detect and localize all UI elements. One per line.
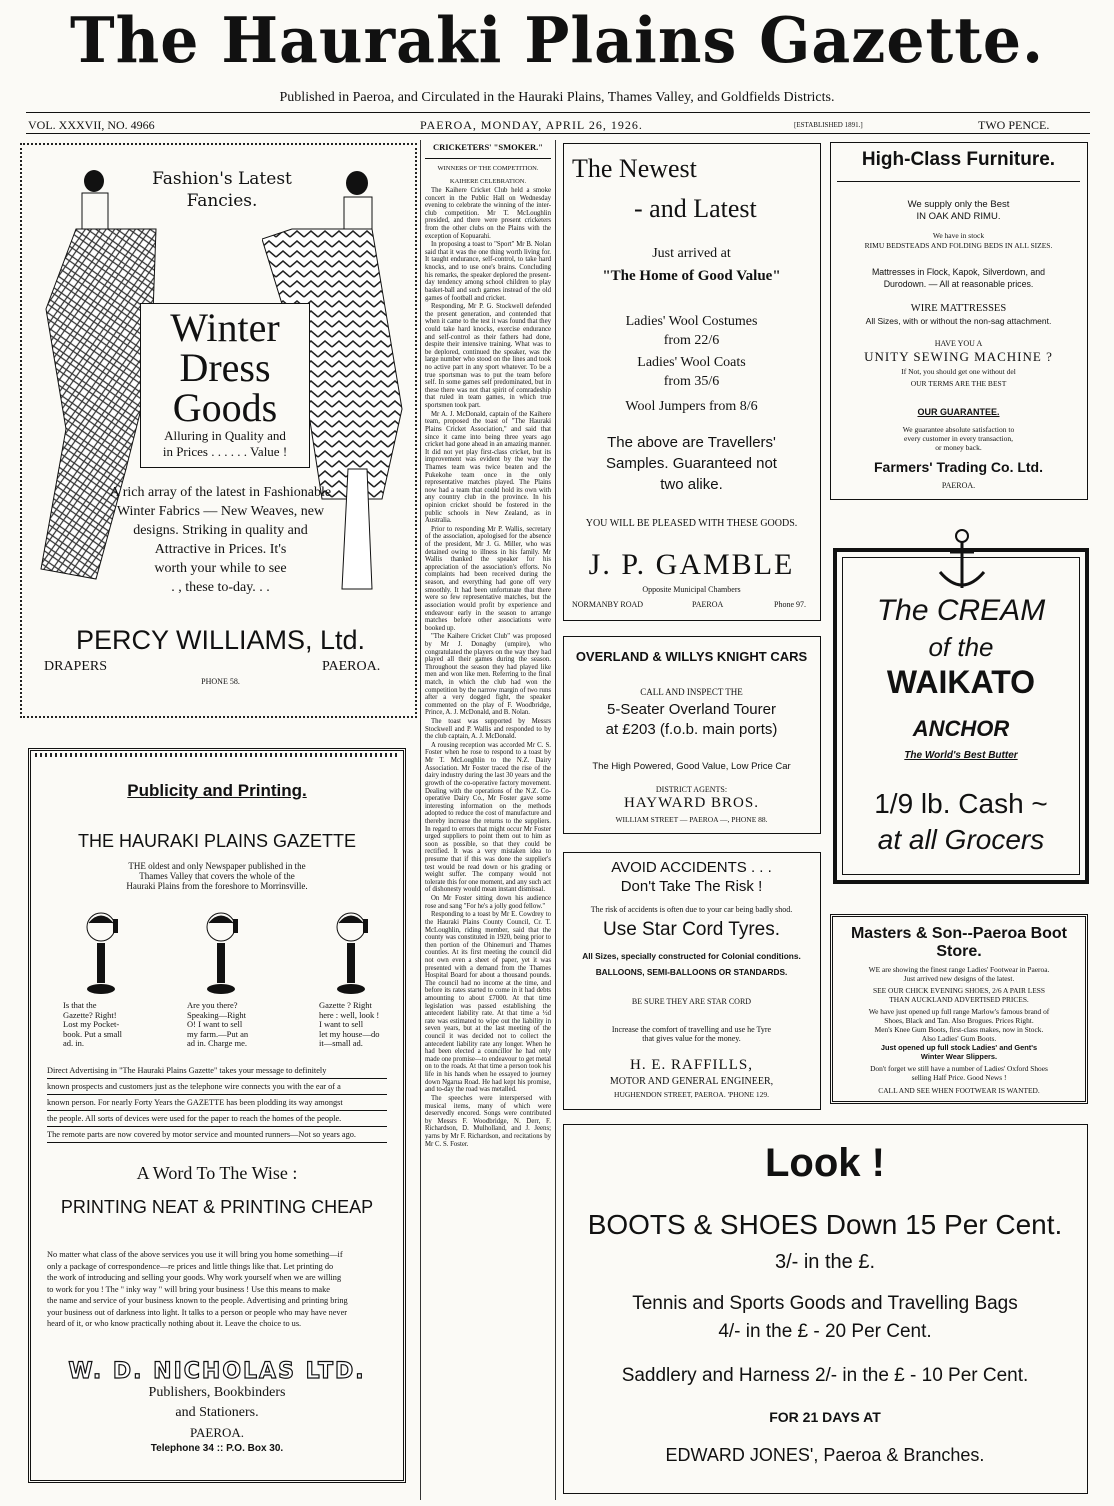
- caption-line: ad. in.: [63, 1038, 85, 1048]
- caption-line: Lost my Pocket-: [63, 1019, 120, 1029]
- fashion-heading-1: Fashion's Latest: [152, 169, 292, 189]
- intro-line: THE oldest and only Newspaper published in the: [128, 861, 306, 871]
- issue-date: PAEROA, MONDAY, APRIL 26, 1926.: [420, 118, 643, 132]
- para-line: the people. All sorts of devices were used for the paper to reach the homes of the people.: [47, 1111, 387, 1127]
- caption-line: I want to sell: [319, 1019, 364, 1029]
- winter-dress-box: [140, 303, 310, 468]
- boots-line: Shoes, Black and Tan. Also Brogues. Prices Right.: [884, 1016, 1034, 1025]
- tyres-engineer: MOTOR AND GENERAL ENGINEER,: [609, 1076, 774, 1087]
- item-line: from 22/6: [663, 333, 720, 348]
- nicholas-line-4: Telephone 34 :: P.O. Box 30.: [150, 1443, 284, 1454]
- newspaper-title: The Hauraki Plains Gazette.: [70, 4, 1044, 78]
- wise-line: the name and service of your business known to the people. Advertising and printing bring: [47, 1296, 348, 1305]
- furniture-guarantee: OUR GUARANTEE.: [917, 407, 1000, 417]
- williams-drapers: DRAPERS: [44, 659, 108, 674]
- tyres-use: Use Star Cord Tyres.: [602, 919, 781, 940]
- caption-line: ad in. Charge me.: [187, 1038, 248, 1048]
- caption-1: [63, 1001, 153, 1049]
- article-body: [425, 187, 551, 1148]
- furniture-mattress-2: Durodown. — All at reasonable prices.: [883, 279, 1034, 289]
- caption-line: it—small ad.: [319, 1038, 363, 1048]
- gamble-phone: Phone 97.: [774, 600, 806, 609]
- jones-4s: 4/- in the £ - 20 Per Cent.: [718, 1321, 932, 1342]
- boots-line: Also Ladies' Gum Boots.: [921, 1034, 997, 1043]
- body-line: Attractive in Prices. It's: [154, 542, 287, 557]
- tagline-2: in Prices . . . . . . Value !: [162, 444, 288, 459]
- gamble-firm: J. P. GAMBLE: [588, 548, 795, 581]
- article-paragraph: "The Kaihere Cricket Club" was proposed by Mr J. Donagby (umpire), who congratulated the players on the way they had played all their games during the season. Throughout the season they had played like men and won like men. Referring to the final match, in which the club had won the competition by the narrow margin of two runs after a very dogged fight, the speaker commented on the play of F. Woodbridge, Prince, A. J. McDonald, and B. Nolan.: [425, 633, 551, 717]
- tyres-avoid: AVOID ACCIDENTS . . .: [611, 859, 772, 876]
- jones-look: Look !: [765, 1141, 885, 1185]
- furniture-supply: We supply only the Best: [907, 199, 1010, 210]
- body-line: designs. Striking in quality and: [133, 523, 308, 538]
- gamble-latest: - and Latest: [634, 194, 757, 223]
- publicity-paper: THE HAURAKI PLAINS GAZETTE: [77, 831, 357, 851]
- caption-line: book. Put a small: [63, 1028, 123, 1039]
- furniture-sizes: All Sizes, with or without the non-sag attachment.: [865, 316, 1052, 326]
- para-line: known prospects and customers just as the telephone wire connects you with the ear of a: [47, 1079, 387, 1095]
- caption-line: Gazette? Right!: [63, 1009, 117, 1020]
- article-subhead: WINNERS OF THE COMPETITION.: [425, 158, 551, 172]
- gamble-samples: [564, 432, 819, 495]
- overland-address: WILLIAM STREET — PAEROA —, PHONE 88.: [615, 815, 768, 824]
- big-word-winter: Winter: [170, 305, 280, 350]
- nicholas-firm: W. D. NICHOLAS LTD.: [68, 1359, 366, 1384]
- furniture-have: HAVE YOU A: [934, 339, 983, 348]
- caption-line: Gazette ? Right: [319, 1000, 372, 1010]
- nicholas-line-2: and Stationers.: [175, 1405, 259, 1420]
- tyres-sure: BE SURE THEY ARE STAR CORD: [631, 997, 752, 1006]
- gamble-items: [564, 312, 819, 416]
- furniture-bedsteads: RIMU BEDSTEADS AND FOLDING BEDS IN ALL SIZES.: [864, 241, 1053, 250]
- williams-firm: PERCY WILLIAMS, Ltd.: [75, 625, 366, 655]
- overland-agents: DISTRICT AGENTS:: [655, 785, 728, 794]
- furniture-heading: High-Class Furniture.: [861, 149, 1056, 170]
- boots-line: SEE OUR CHICK EVENING SHOES, 2/6 A PAIR LESS: [873, 986, 1045, 995]
- ad-overland: [563, 636, 821, 834]
- wise-line: your business out of darkness into light. It talks to a person or people who may have never: [47, 1307, 348, 1317]
- rule: [837, 181, 1080, 182]
- overland-tagline: The High Powered, Good Value, Low Price Car: [592, 761, 791, 772]
- caption-line: O! I want to sell: [187, 1019, 243, 1029]
- furniture-terms: OUR TERMS ARE THE BEST: [910, 379, 1007, 388]
- ad-anchor-butter: [833, 548, 1089, 884]
- furniture-g2: We guarantee absolute satisfaction to: [902, 425, 1015, 434]
- para-line: known person. For nearly Forty Years the GAZETTE has been plodding its way amongst: [47, 1095, 387, 1111]
- furniture-ifnot: If Not, you should get one without del: [901, 367, 1016, 376]
- article-paragraph: The toast was supported by Messrs Stockwell and P. Wallis and responded to by the club captain, A. J. McDonald.: [425, 718, 551, 741]
- tyres-address: HUGHENDON STREET, PAEROA. 'PHONE 129.: [614, 1090, 769, 1099]
- boots-body: [835, 965, 1083, 1095]
- wise-paragraph: [47, 1249, 391, 1330]
- telephone-caller-3-icon: [321, 909, 381, 1001]
- price: TWO PENCE.: [978, 118, 1050, 132]
- overland-heading: OVERLAND & WILLYS KNIGHT CARS: [575, 649, 808, 664]
- caption-line: Is that the: [63, 1000, 97, 1010]
- furniture-g3: every customer in every transaction,: [904, 434, 1013, 443]
- rule-bottom: [26, 133, 1090, 134]
- gamble-newest: The Newest: [572, 154, 697, 183]
- article-paragraph: In proposing a toast to "Sport" Mr B. Nolan said that it was the one thing worth living for. It taught endurance, self-control, to take hard knocks, and to use one's brains. Concluding his remarks, the speaker deplored the present-day tendency among school children to play basket-ball and such games instead of the old games of football and cricket.: [425, 241, 551, 302]
- article-paragraph: The speeches were interspersed with musical items, many of which were deservedly encored. Songs were contributed by Messrs F. Woodbridge, N. Derr, F. Richardson, D. Mulholland, and J. Jeens; yarns by Mr F. Richardson, and recitations by Mr C. S. Foster.: [425, 1094, 551, 1148]
- caption-line: here : well, look !: [319, 1009, 380, 1020]
- jones-boots: BOOTS & SHOES Down 15 Per Cent.: [587, 1209, 1063, 1240]
- boots-line: We have just opened up full range Marlow's famous brand of: [868, 1007, 1050, 1016]
- item-line: Ladies' Wool Coats: [637, 355, 746, 370]
- boots-heading: Masters & Son--Paeroa Boot Store.: [850, 925, 1068, 960]
- publicity-intro: [31, 861, 403, 891]
- caption-line: let my house—do: [319, 1028, 380, 1039]
- overland-tourer: 5-Seater Overland Tourer: [607, 701, 776, 718]
- printing-neat: PRINTING NEAT & PRINTING CHEAP: [60, 1197, 374, 1217]
- anchor-brand: ANCHOR: [912, 716, 1010, 741]
- samples-line: Samples. Guaranteed not: [606, 455, 777, 472]
- ad-tyres: [563, 852, 821, 1110]
- anchor-grocers: at all Grocers: [877, 824, 1045, 855]
- anchor-waikato: WAIKATO: [886, 664, 1036, 700]
- boots-line: WE are showing the finest range Ladies' Footwear in Paeroa.: [868, 965, 1050, 974]
- border-stripe: [35, 753, 399, 757]
- telephone-caller-1-icon: [71, 909, 131, 1001]
- gamble-pleased: YOU WILL BE PLEASED WITH THESE GOODS.: [585, 518, 798, 529]
- nicholas-line-1: Publishers, Bookbinders: [148, 1385, 286, 1400]
- furniture-g4: or money back.: [935, 443, 982, 452]
- ad-masters-boots: [830, 914, 1088, 1104]
- furniture-wire: WIRE MATTRESSES: [910, 303, 1007, 314]
- furniture-unity: UNITY SEWING MACHINE ?: [864, 349, 1053, 364]
- tyres-firm: H. E. RAFFILLS,: [630, 1057, 753, 1073]
- body-line: . , these to-day. . .: [171, 580, 270, 595]
- anchor-of-the: of the: [928, 632, 994, 662]
- boots-line: Just opened up full stock Ladies' and Gent's: [880, 1043, 1038, 1052]
- wise-line: No matter what class of the above services you use it will bring you home something—if: [47, 1250, 343, 1259]
- wise-line: heard of it, or who know practically nothing about it. Leave the choice to us.: [47, 1319, 302, 1328]
- tyres-sizes: All Sizes, specially constructed for Colonial conditions.: [582, 951, 801, 961]
- boots-line: THAN AUCKLAND ADVERTISED PRICES.: [889, 995, 1029, 1004]
- item-line: Ladies' Wool Costumes: [625, 314, 758, 329]
- body-line: Winter Fabrics — New Weaves, new: [116, 504, 325, 519]
- jones-3s: 3/- in the £.: [774, 1251, 876, 1273]
- boots-line: Winter Wear Slippers.: [920, 1052, 998, 1061]
- established-note: [ESTABLISHED 1891.]: [794, 121, 863, 129]
- samples-line: two alike.: [660, 476, 723, 493]
- wise-line: the work of introducing and selling your goods. Why work yourself when we are willing: [47, 1273, 342, 1282]
- gamble-road: NORMANBY ROAD: [572, 600, 644, 609]
- jones-21-days: FOR 21 DAYS AT: [769, 1409, 881, 1425]
- boots-line: Don't forget we still have a number of Ladies' Oxford Shoes: [870, 1064, 1048, 1073]
- caption-line: Speaking—Right: [187, 1009, 247, 1020]
- ad-edward-jones: [563, 1124, 1088, 1494]
- furniture-oak: IN OAK AND RIMU.: [916, 211, 1001, 222]
- anchor-price: 1/9 lb. Cash ~: [874, 788, 1048, 819]
- nicholas-line-3: PAEROA.: [189, 1425, 245, 1440]
- newspaper-subtitle: Published in Paeroa, and Circulated in the Hauraki Plains, Thames Valley, and Goldfields Districts.: [279, 90, 835, 105]
- publicity-heading: Publicity and Printing.: [127, 781, 307, 800]
- article-paragraph: Responding to a toast by Mr E. Cowdrey to the Hauraki Plains County Council, Cr. T. McLoughlin, riding member, said that the county was constituted in 1920, being prior to then portion of the Ohinemuri and Thames counties. At its first meeting the council did not own even a sheet of paper, yet it was presented with a demand from the Thames Hospital Board for about a thousand pounds. The council had no income at the time, and before its rates started to come in it had debts amounting to about £7000. At that time legislation was passed establishing the antecedent liability rate. At that time a ½d rate was estimated to wipe out the liability in seven years, but at the last meeting of the council it was decided not to collect the antecedent liability rate any longer. When he had been elected a councillor he had only made one promise—to endeavour to get metal on to the roads. At that time a person took his life in his hands when he essayed to journey down Ngarua Road. He had kept his promise, and to-day the road was metalled.: [425, 911, 551, 1094]
- article-subhead-2: KAIHERE CELEBRATION.: [449, 178, 527, 185]
- furniture-mattress-1: Mattresses in Flock, Kapok, Silverdown, and: [871, 267, 1046, 277]
- caption-line: Are you there?: [187, 1000, 238, 1010]
- williams-phone: PHONE 58.: [201, 677, 240, 686]
- williams-body: [22, 483, 419, 597]
- para-line: The remote parts are now covered by motor service and mounted runners—Not so years ago.: [47, 1127, 387, 1143]
- gamble-town: PAEROA: [692, 600, 724, 609]
- tyres-risk-text: The risk of accidents is often due to your car being badly shod.: [590, 905, 793, 914]
- fashion-heading-2: Fancies.: [186, 191, 258, 211]
- publicity-paragraph: [47, 1063, 387, 1143]
- boots-line: Just arrived new designs of the latest.: [903, 974, 1015, 983]
- article-paragraph: Responding, Mr P. G. Stockwell defended the present generation, and contended that when it came to the test it was found that they could take hard knocks, exercise endurance and self-control as their fathers had done, despite their intensive training. What was to be deplored, continued the speaker, was the large number who stood on the lines and took no active part in any sport whatever. To be a true sportsman was to put the team before self. In some games self predominated, but in these there was not that spirit of comradeship that ruled in team games, in which true sportsmen took part.: [425, 303, 551, 410]
- ad-percy-williams: [20, 143, 417, 718]
- article-paragraph: A rousing reception was accorded Mr C. S. Foster when he rose to respond to a toast by Mr T. McLoughlin to the N.Z. Dairy Association. Mr Foster traced the rise of the dairy industry during the last 30 years and the growth of the co-operative factory movement. Dealing with the operations of the N.Z. Co-operative Dairy Co., Mr Foster gave some interesting information on the methods adopted to reduce the cost of manufacture and thereby increase the returns to the suppliers. In regard to errors that might occur Mr Foster urged suppliers to point them out to him as soon as possible, so that they could be rectified. It was a very mistaken idea to presume that if this was done the supplier's test would be read down or his grading or weight suffer. The company would not tolerate this for one moment, and any such act of dishonesty would mean instant dismissal.: [425, 741, 551, 894]
- gamble-opposite: Opposite Municipal Chambers: [642, 585, 741, 594]
- furniture-firm: Farmers' Trading Co. Ltd.: [873, 459, 1044, 475]
- tyres-increase-2: that gives value for the money.: [642, 1034, 741, 1043]
- caption-line: my farm.—Put an: [187, 1028, 249, 1039]
- ad-gamble: [563, 143, 821, 621]
- article-headline: CRICKETERS' "SMOKER.": [432, 142, 544, 152]
- item-line: from 35/6: [663, 374, 720, 389]
- overland-call: CALL AND INSPECT THE: [640, 687, 743, 697]
- article-paragraph: On Mr Foster sitting down his audience rose and sang "For he's a jolly good fellow.": [425, 895, 551, 910]
- wise-line: only a package of correspondence—re prices and little things like that. Let printing do: [47, 1261, 334, 1271]
- boots-line: CALL AND SEE WHEN FOOTWEAR IS WANTED.: [878, 1086, 1040, 1095]
- tyres-risk: Don't Take The Risk !: [620, 878, 763, 895]
- rule-top: [26, 112, 1090, 113]
- article-column: [420, 140, 556, 1500]
- word-to-wise: A Word To The Wise :: [136, 1163, 298, 1183]
- tagline-1: Alluring in Quality and: [164, 428, 286, 443]
- volume-number: VOL. XXXVII, NO. 4966: [28, 118, 155, 132]
- item-line: Wool Jumpers from 8/6: [625, 399, 758, 414]
- big-word-dress: Dress: [179, 345, 271, 390]
- caption-2: [187, 1001, 283, 1049]
- tyres-types: BALLOONS, SEMI-BALLOONS OR STANDARDS.: [595, 967, 788, 977]
- article-paragraph: Mr A. J. McDonald, captain of the Kaihere team, proposed the toast of "The Hauraki Plains Cricket Association," and said that since it came into being three years ago cricket had gone ahead in an amazing manner. It did not yet play first-class cricket, but its improvement was evident by the way the Thames team was twice beaten and the Pukekohe team once in the only representative matches played. The Plains now had a team that could hold its own with any country club in the province. In his opinion cricket should be fostered in the public schools in New Zealand, as in Australia.: [425, 410, 551, 525]
- anchor-icon: [932, 528, 992, 598]
- overland-firm: HAYWARD BROS.: [624, 795, 759, 811]
- big-word-goods: Goods: [172, 385, 278, 430]
- jones-tennis: Tennis and Sports Goods and Travelling Bags: [632, 1293, 1018, 1314]
- article-paragraph: Prior to responding Mr P. Wallis, secretary of the association, apologised for the absence of the president, Mr J. G. Miller, who was detained owing to illness in his family. Mr Wallis thanked the speaker for his appreciation of the association's efforts. No complaints had been received during the season, and everything had gone off very smoothly. It had been unfortunate that there were so few representative matches, but the association would profit by experience and endeavour early in the season to arrange matches before other associations were booked up.: [425, 525, 551, 632]
- jones-saddlery: Saddlery and Harness 2/- in the £ - 10 Per Cent.: [621, 1365, 1029, 1386]
- article-paragraph: The Kaihere Cricket Club held a smoke concert in the Public Hall on Wednesday evening to celebrate the winning of the inter-club competition. Mr T. McLoughlin presided, and there were present cricketers from the other clubs on the Plains with the exception of Kopuarahi.: [425, 187, 551, 240]
- masthead: [0, 0, 1114, 140]
- boots-line: selling Half Price. Good News !: [911, 1073, 1007, 1082]
- williams-town: PAEROA.: [322, 659, 381, 674]
- wise-line: to work for you ! The " inky way " will bring your business ! Use this means to make: [47, 1284, 330, 1294]
- boots-line: Men's Knee Gum Boots, first-class makes, now in Stock.: [874, 1025, 1044, 1034]
- intro-line: Hauraki Plains from the foreshore to Morrinsville.: [126, 881, 308, 891]
- gamble-home: "The Home of Good Value": [602, 268, 781, 284]
- furniture-stock: We have in stock: [932, 231, 985, 240]
- jones-firm: EDWARD JONES', Paeroa & Branches.: [665, 1445, 985, 1465]
- tyres-increase-1: Increase the comfort of travelling and use he Tyre: [611, 1025, 772, 1034]
- overland-price: at £203 (f.o.b. main ports): [605, 721, 778, 738]
- caption-3: [319, 1001, 403, 1049]
- body-line: worth your while to see: [154, 561, 287, 576]
- para-line: Direct Advertising in "The Hauraki Plains Gazette" takes your message to definitely: [47, 1063, 387, 1079]
- telephone-caller-2-icon: [191, 909, 251, 1001]
- samples-line: The above are Travellers': [607, 434, 776, 451]
- anchor-tagline: The World's Best Butter: [904, 750, 1018, 761]
- body-line: A rich array of the latest in Fashionable: [109, 485, 332, 500]
- ad-publicity: [28, 748, 406, 1483]
- furniture-town: PAEROA.: [941, 481, 976, 490]
- anchor-cream: The CREAM: [876, 594, 1046, 627]
- gamble-arrived: Just arrived at: [652, 246, 731, 261]
- intro-line: Thames Valley that covers the whole of the: [139, 871, 295, 881]
- ad-furniture: [830, 142, 1088, 500]
